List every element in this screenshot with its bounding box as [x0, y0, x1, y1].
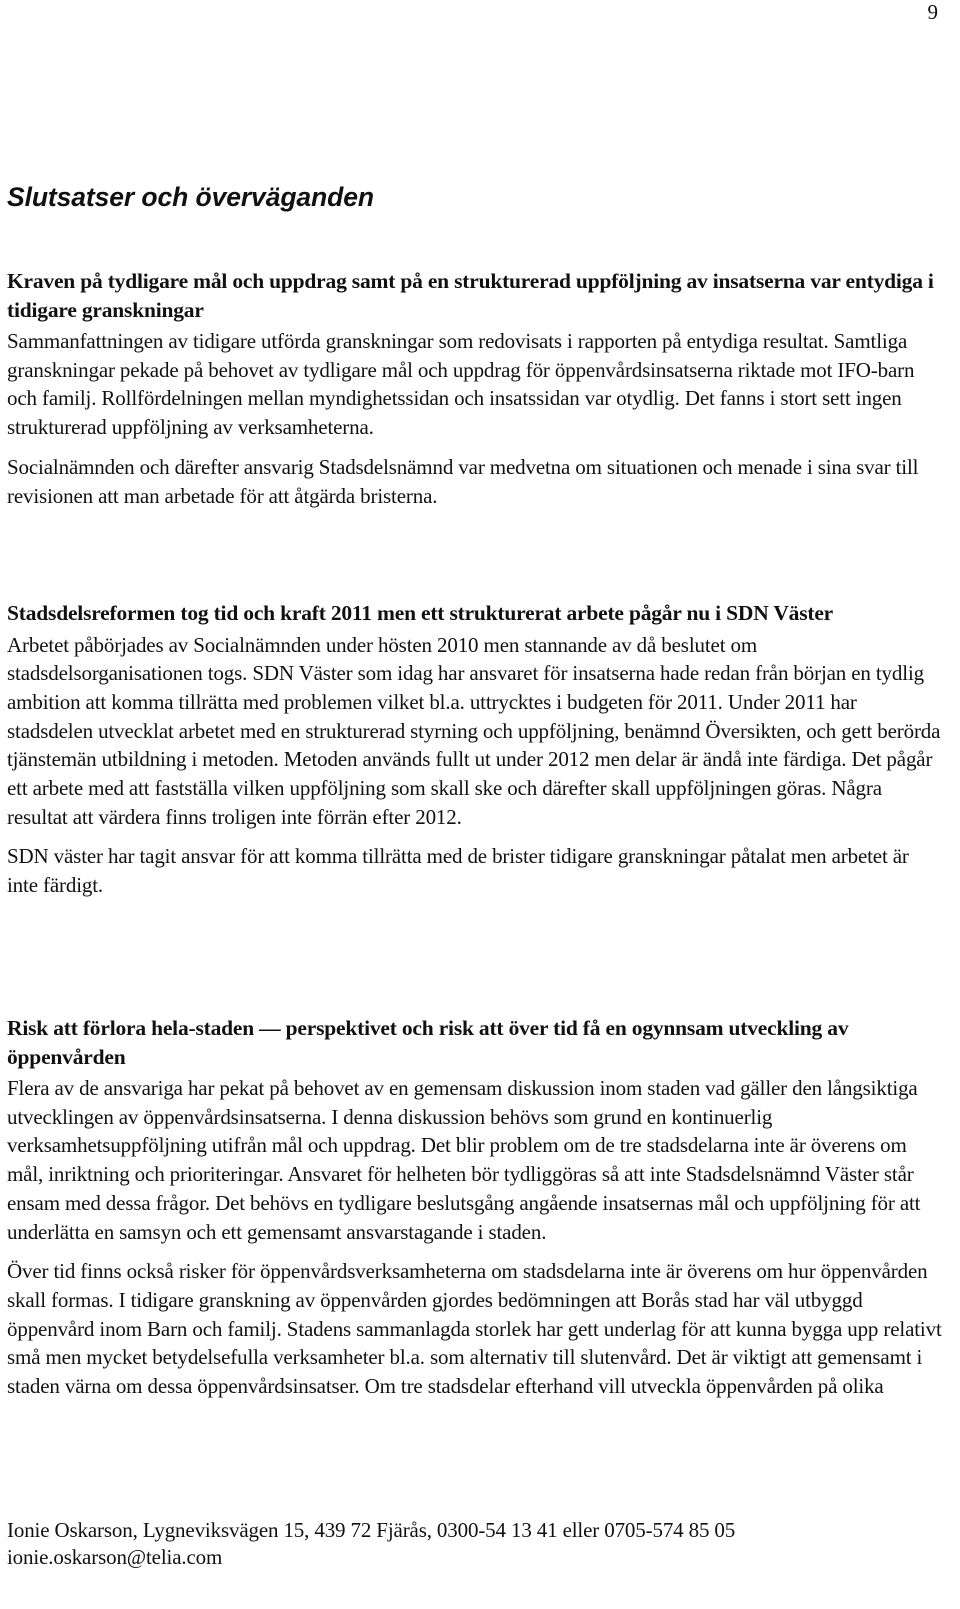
footer-email[interactable]: ionie.oskarson@telia.com [7, 1545, 223, 1569]
paragraph: SDN väster har tagit ansvar för att komma tillrätta med de brister tidigare granskningar påtalat men arbetet är inte färdigt. [7, 844, 909, 898]
paragraph: Flera av de ansvariga har pekat på behovet av en gemensam diskussion inom staden vad gäller den långsiktiga utvecklingen av öppenvårdsinsatserna. I denna diskussion behövs som grund en kontinuerlig verksamhetsuppföljning utifrån mål och uppdrag. Det blir problem om de tre stadsdelarna inte är överens om mål, inriktning och prioriteringar. Ansvaret för helheten bör tydliggöras så att inte Stadsdelsnämnd Väster står ensam med dessa frågor. Det behövs en tydligare beslutsgång angående insatsernas mål och uppföljning för att underlätta en samsyn och ett gemensamt ansvarstagande i staden. [7, 1076, 921, 1244]
paragraph: Socialnämnden och därefter ansvarig Stadsdelsnämnd var medvetna om situationen och menade i sina svar till revisionen att man arbetade för att åtgärda bristerna. [7, 454, 919, 508]
footer-contact: Ionie Oskarson, Lygneviksvägen 15, 439 72 Fjärås, 0300-54 13 41 eller 0705-574 85 05 [7, 1518, 736, 1542]
section-requirements [7, 267, 942, 510]
paragraph: Sammanfattningen av tidigare utförda granskningar som redovisats i rapporten på entydiga resultat. Samtliga granskningar pekade på behovet av tydligare mål och uppdrag för öppenvårdsinsatserna riktade mot IFO-barn och familj. Rollfördelningen mellan myndighetssidan och insatssidan var otydlig. Det fanns i stort sett ingen strukturerad uppföljning av verksamheterna. [7, 329, 915, 440]
paragraph: Arbetet påbörjades av Socialnämnden under hösten 2010 men stannande av då beslutet om stadsdelsorganisationen togs. SDN Väster som idag har ansvaret för insatserna hade redan från början en tydlig ambition att komma tillrätta med problemen vilket bl.a. uttrycktes i budgeten för 2011. Under 2011 har stadsdelen utvecklat arbetet med en strukturerad styrning och uppföljning, benämnd Översikten, och gett berörda tjänstemän utbildning i metoden. Metoden används fullt ut under 2012 men delar är ändå inte färdiga. Det pågår ett arbete med att fastställa vilken uppföljning som skall ske och därefter skall uppföljningen göras. Några resultat att värdera finns troligen inte förrän efter 2012. [7, 632, 941, 829]
chapter-title: Slutsatser och överväganden [7, 182, 374, 212]
page-footer [7, 1517, 942, 1571]
section-heading: Kraven på tydligare mål och uppdrag samt på en strukturerad uppföljning av insatserna var entydiga i tidigare granskningar [7, 269, 934, 322]
page-number: 9 [927, 0, 938, 24]
paragraph: Över tid finns också risker för öppenvårdsverksamheterna om stadsdelarna inte är överens om hur öppenvården skall formas. I tidigare granskning av öppenvården gjordes bedömningen att Borås stad har väl utbyggd öppenvård inom Barn och familj. Stadens sammanlagda storlek har gett underlag för att kunna bygga upp relativt små men mycket betydelsefulla verksamheter bl.a. som alternativ till slutenvård. Det är viktigt att gemensamt i staden värna om dessa öppenvårdsinsatser. Om tre stadsdelar efterhand vill utveckla öppenvården på olika [7, 1259, 942, 1399]
section-district-reform [7, 599, 942, 900]
section-heading: Risk att förlora hela-staden — perspektivet och risk att över tid få en ogynnsam utveckling av öppenvården [7, 1016, 849, 1069]
section-risk [7, 1014, 942, 1401]
section-heading: Stadsdelsreformen tog tid och kraft 2011 men ett strukturerat arbete pågår nu i SDN Väster [7, 601, 834, 625]
